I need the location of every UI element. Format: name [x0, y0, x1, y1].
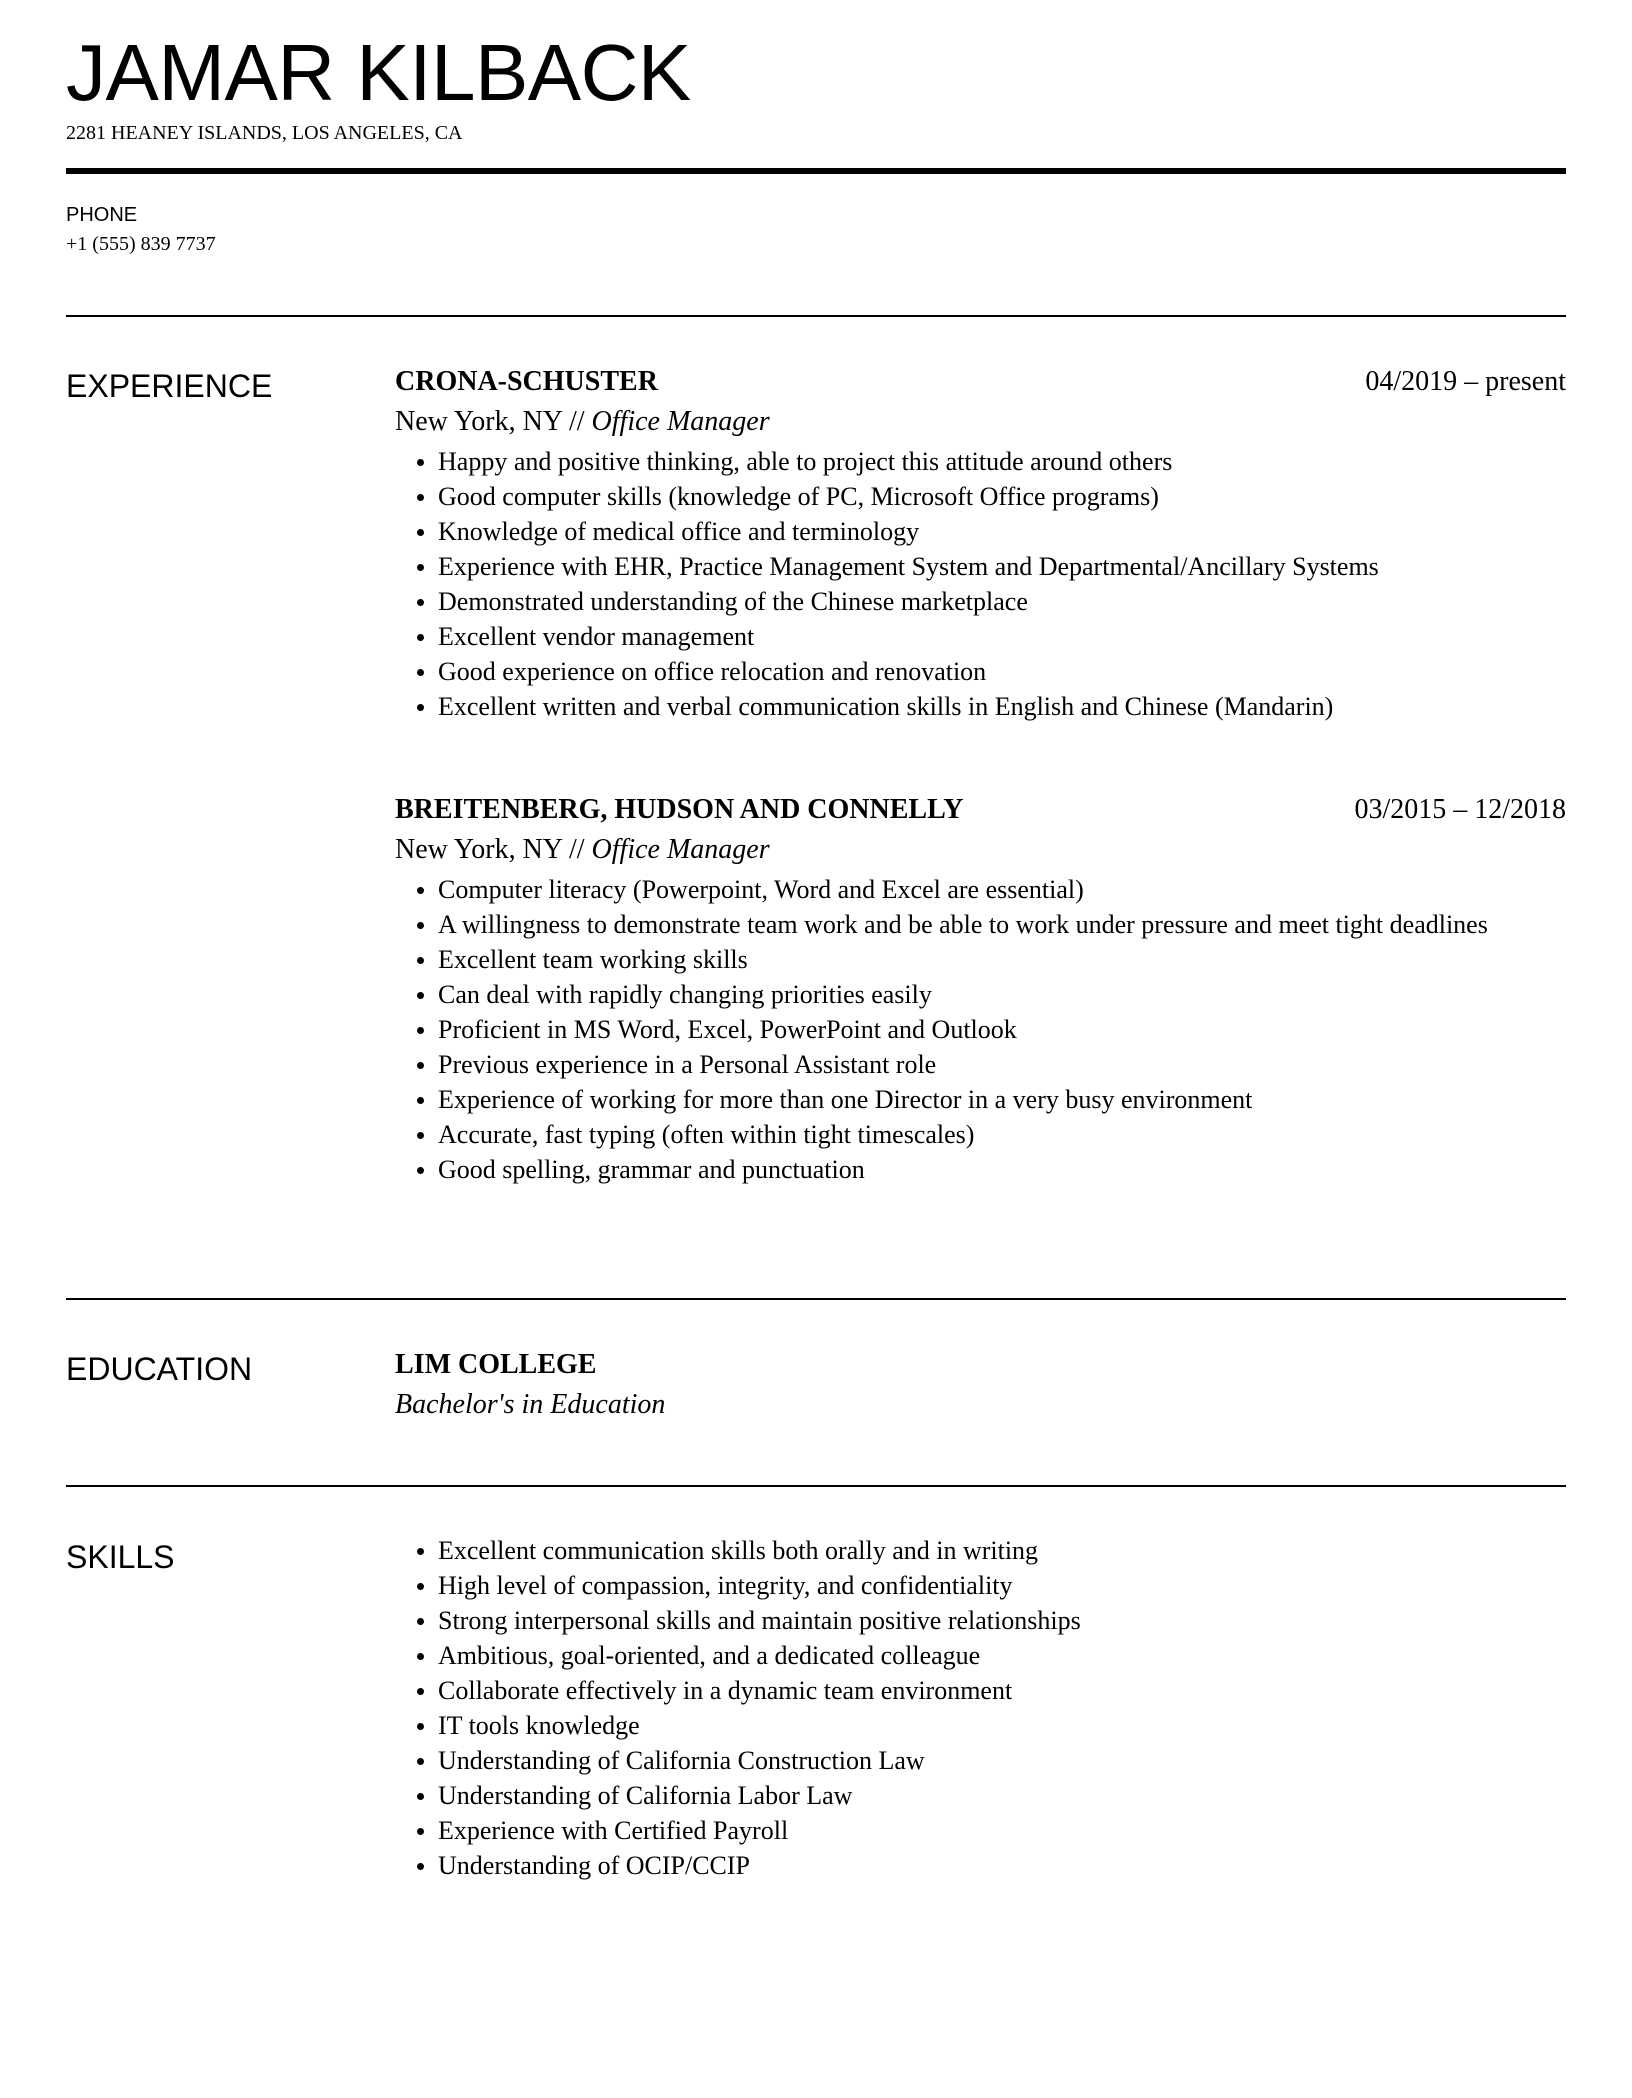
job-separator: //: [568, 834, 585, 865]
job-location-role: [395, 830, 1566, 870]
job-dates: 04/2019 – present: [1365, 366, 1566, 397]
job-location: New York, NY: [395, 406, 562, 437]
list-item: Understanding of OCIP/CCIP: [395, 1848, 1566, 1883]
header-divider: [66, 168, 1566, 174]
list-item: Experience with Certified Payroll: [395, 1813, 1566, 1848]
skills-list-container: [395, 1533, 1566, 1883]
list-item: Knowledge of medical office and terminology: [395, 514, 1566, 549]
job-company: CRONA-SCHUSTER: [395, 366, 658, 397]
experience-job-1: [395, 362, 1566, 724]
education-section-title: EDUCATION: [66, 1351, 253, 1387]
list-item: Ambitious, goal-oriented, and a dedicated colleague: [395, 1638, 1566, 1673]
job-role: Office Manager: [591, 406, 770, 437]
section-divider: [66, 1298, 1566, 1300]
list-item: Excellent communication skills both orally and in writing: [395, 1533, 1566, 1568]
list-item: Excellent written and verbal communication skills in English and Chinese (Mandarin): [395, 689, 1566, 724]
list-item: Good computer skills (knowledge of PC, Microsoft Office programs): [395, 479, 1566, 514]
list-item: Excellent team working skills: [395, 942, 1566, 977]
list-item: High level of compassion, integrity, and confidentiality: [395, 1568, 1566, 1603]
candidate-name: JAMAR KILBACK: [66, 28, 691, 117]
list-item: Experience with EHR, Practice Management System and Departmental/Ancillary Systems: [395, 549, 1566, 584]
list-item: Previous experience in a Personal Assistant role: [395, 1047, 1566, 1082]
skills-list: [395, 1533, 1566, 1883]
education-degree: Bachelor's in Education: [395, 1389, 666, 1420]
list-item: Happy and positive thinking, able to project this attitude around others: [395, 444, 1566, 479]
phone-number: +1 (555) 839 7737: [66, 233, 216, 255]
job-role: Office Manager: [591, 834, 770, 865]
job-separator: //: [568, 406, 585, 437]
skills-section-title: SKILLS: [66, 1539, 175, 1575]
list-item: Excellent vendor management: [395, 619, 1566, 654]
candidate-address: 2281 HEANEY ISLANDS, LOS ANGELES, CA: [66, 122, 463, 144]
job-responsibilities: [395, 444, 1566, 724]
job-location: New York, NY: [395, 834, 562, 865]
list-item: Experience of working for more than one Director in a very busy environment: [395, 1082, 1566, 1117]
phone-label: PHONE: [66, 204, 138, 226]
list-item: Understanding of California Labor Law: [395, 1778, 1566, 1813]
list-item: IT tools knowledge: [395, 1708, 1566, 1743]
list-item: Collaborate effectively in a dynamic team environment: [395, 1673, 1566, 1708]
list-item: Computer literacy (Powerpoint, Word and Excel are essential): [395, 872, 1566, 907]
job-dates: 03/2015 – 12/2018: [1354, 794, 1566, 825]
job-responsibilities: [395, 872, 1566, 1187]
list-item: A willingness to demonstrate team work and be able to work under pressure and meet tight deadlines: [395, 907, 1566, 942]
experience-section-title: EXPERIENCE: [66, 368, 273, 404]
list-item: Accurate, fast typing (often within tight timescales): [395, 1117, 1566, 1152]
list-item: Good spelling, grammar and punctuation: [395, 1152, 1566, 1187]
list-item: Understanding of California Construction Law: [395, 1743, 1566, 1778]
list-item: Good experience on office relocation and renovation: [395, 654, 1566, 689]
list-item: Demonstrated understanding of the Chinese marketplace: [395, 584, 1566, 619]
job-company: BREITENBERG, HUDSON AND CONNELLY: [395, 794, 964, 825]
list-item: Proficient in MS Word, Excel, PowerPoint and Outlook: [395, 1012, 1566, 1047]
list-item: Strong interpersonal skills and maintain positive relationships: [395, 1603, 1566, 1638]
list-item: Can deal with rapidly changing priorities easily: [395, 977, 1566, 1012]
education-school: LIM COLLEGE: [395, 1349, 597, 1380]
experience-job-2: [395, 790, 1566, 1187]
education-entry: [395, 1345, 1566, 1425]
section-divider: [66, 315, 1566, 317]
section-divider: [66, 1485, 1566, 1487]
job-location-role: [395, 402, 1566, 442]
